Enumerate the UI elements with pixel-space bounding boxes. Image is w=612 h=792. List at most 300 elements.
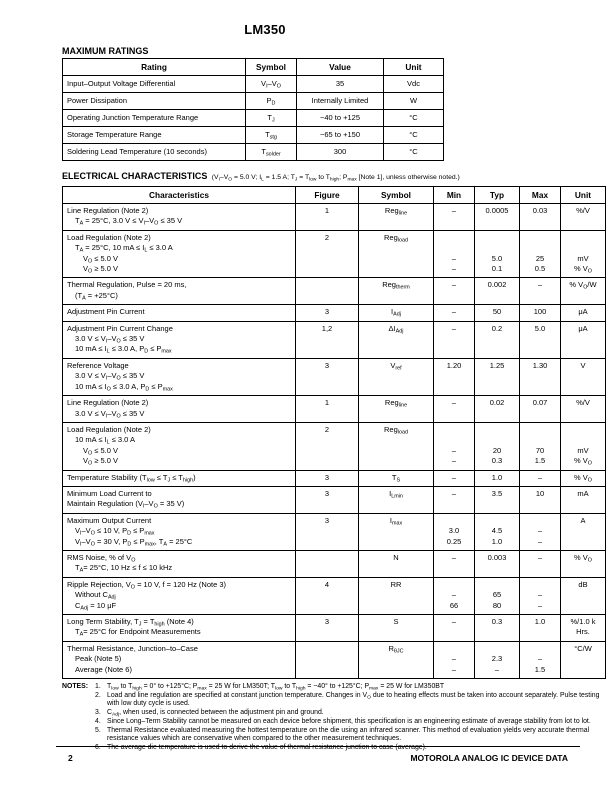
cell-line: 3.5 — [491, 488, 503, 498]
cell-line: 5.0 — [491, 253, 503, 263]
electrical-characteristics-table — [62, 186, 606, 679]
cell-line: 0.02 — [489, 398, 505, 408]
cell-characteristics — [63, 358, 296, 395]
cell-line: – — [451, 488, 457, 498]
notes-list — [95, 683, 600, 753]
characteristic-line: Line Regulation (Note 2) — [67, 398, 149, 408]
note-number: 4. — [95, 717, 101, 725]
cell-line: – — [537, 472, 543, 482]
table-row — [63, 470, 606, 486]
cell-max — [520, 422, 561, 470]
cell-min — [434, 305, 475, 321]
cell-characteristics — [63, 550, 296, 577]
table-row — [63, 641, 606, 678]
cell-unit: °C — [384, 127, 444, 144]
cell-line: 1.0 — [534, 617, 546, 626]
cell-line — [563, 665, 603, 675]
cell-line: 25 — [535, 253, 545, 263]
cell-value: 300 — [297, 144, 384, 161]
cell-max — [520, 486, 561, 513]
characteristic-line: 10 mA ≤ $I_L \le 3.0$ A, $P_D \le P_{max}$ — [75, 344, 172, 355]
cell-max — [520, 577, 561, 614]
maximum-ratings-heading: MAXIMUM RATINGS — [62, 46, 149, 56]
cell-rating: Power Dissipation — [63, 93, 246, 110]
cell-unit — [561, 550, 606, 577]
cell-typ — [475, 470, 520, 486]
cell-typ — [475, 577, 520, 614]
characteristic-line: $T_A = 25^\circ C$, 3.0 $V \le V_I-V_O \le 35$ V — [75, 216, 183, 227]
cell-value: 35 — [297, 76, 384, 93]
cell-figure: 3 — [296, 486, 359, 513]
cell-line — [436, 425, 472, 435]
cell-characteristics — [63, 577, 296, 614]
cell-symbol: $T_{stg}$ — [246, 127, 297, 144]
cell-line: – — [537, 526, 543, 536]
cell-line: – — [537, 552, 543, 562]
characteristic-line: 3.0 $V \le V_I-V_O \le 35$ V — [75, 334, 145, 345]
cell-line: – — [537, 536, 543, 546]
note-item — [95, 709, 600, 718]
cell-min — [434, 422, 475, 470]
characteristic-line: Thermal Regulation, Pulse = 20 ms, — [67, 280, 187, 290]
characteristic-line: Peak (Note 5) — [75, 654, 122, 664]
note-number: 3. — [95, 709, 101, 717]
electrical-characteristics-conditions: ($V_I-V_O = 5.0$ V; $I_L = 1.5$ A; $T_J = T_{low}$ to $T_{high}$; $P_{max}$ [Note 1], unless otherwise noted.) — [211, 174, 460, 183]
note-number: 5. — [95, 726, 101, 734]
table-row — [63, 550, 606, 577]
cell-unit: W — [384, 93, 444, 110]
characteristic-line: Adjustment Pin Current — [67, 307, 145, 317]
cell-line — [436, 243, 472, 253]
cell-symbol: S — [359, 615, 434, 642]
table-row — [63, 144, 444, 161]
notes-label: NOTES: — [62, 683, 89, 691]
characteristic-line: RMS Noise, % of $V_O$ — [67, 552, 136, 564]
cell-line — [563, 654, 603, 664]
column-header: Symbol — [246, 59, 297, 76]
cell-max — [520, 550, 561, 577]
cell-line: 1.30 — [532, 360, 548, 370]
note-item — [95, 718, 600, 727]
characteristic-line: $V_O \ge 5.0$ V — [83, 264, 119, 275]
cell-characteristics — [63, 470, 296, 486]
cell-min — [434, 470, 475, 486]
cell-characteristics — [63, 513, 296, 550]
cell-characteristics — [63, 641, 296, 678]
cell-line: – — [451, 307, 457, 317]
page-title: LM350 — [244, 22, 286, 37]
column-header: Unit — [561, 187, 606, 204]
cell-figure: 2 — [296, 422, 359, 470]
cell-line — [436, 644, 472, 654]
cell-line — [563, 526, 603, 536]
cell-line — [477, 516, 517, 526]
characteristic-line: Long Term Stability, $T_J = T_{high}$ (Note 4) — [67, 617, 194, 628]
column-header: Unit — [384, 59, 444, 76]
cell-min — [434, 615, 475, 642]
cell-line — [522, 243, 558, 253]
cell-figure: 3 — [296, 305, 359, 321]
cell-line: – — [451, 206, 457, 215]
characteristic-line: $V_I-V_O \le 10$ V, $P_D \le P_{max}$ — [75, 526, 155, 537]
cell-line: %/1.0 k — [570, 617, 596, 626]
cell-line: μA — [578, 323, 588, 333]
cell-line — [563, 425, 603, 435]
cell-line: 66 — [449, 600, 459, 610]
cell-line: 70 — [535, 445, 545, 455]
cell-line — [563, 435, 603, 445]
cell-unit — [561, 470, 606, 486]
note-text: Thermal Resistance evaluated measuring the hottest temperature on the die using an infrared scanner. This method of evaluation yields very accurate thermal resistance values which are conservative when compared to the other measurement techniques. — [107, 726, 590, 743]
cell-figure: 3 — [296, 615, 359, 642]
cell-line — [522, 435, 558, 445]
cell-max — [520, 204, 561, 231]
cell-line — [477, 425, 517, 435]
cell-unit — [561, 358, 606, 395]
cell-typ — [475, 396, 520, 423]
footer-text: MOTOROLA ANALOG IC DEVICE DATA — [410, 753, 568, 763]
cell-symbol: $V_{ref}$ — [359, 358, 434, 395]
characteristic-line: $V_O \le 5.0$ V — [83, 253, 119, 265]
cell-max — [520, 230, 561, 278]
characteristic-line: 3.0 $V \le V_I-V_O \le 35$ V — [75, 408, 145, 419]
cell-line — [563, 537, 603, 547]
cell-line: – — [494, 664, 500, 674]
cell-typ — [475, 513, 520, 550]
cell-line: – — [451, 398, 457, 408]
cell-line: – — [451, 590, 457, 600]
characteristic-line: Adjustment Pin Current Change — [67, 323, 173, 333]
table-row — [63, 358, 606, 395]
cell-characteristics — [63, 204, 296, 231]
cell-line: μA — [578, 307, 588, 317]
cell-line: Hrs. — [576, 627, 590, 637]
cell-line: – — [451, 472, 457, 482]
cell-max — [520, 641, 561, 678]
cell-typ — [475, 550, 520, 577]
cell-figure: 1,2 — [296, 321, 359, 358]
cell-line: – — [451, 617, 457, 626]
note-text: Since Long–Term Stability cannot be measured on each device before shipment, this specification is an engineering estimate of average stability from lot to lot. — [107, 717, 591, 725]
cell-unit: °C — [384, 144, 444, 161]
cell-line — [563, 243, 603, 253]
cell-rating: Soldering Lead Temperature (10 seconds) — [63, 144, 246, 161]
cell-unit — [561, 396, 606, 423]
characteristic-line: Load Regulation (Note 2) — [67, 232, 151, 242]
cell-line: 0.07 — [532, 398, 548, 408]
cell-line: 10 — [535, 488, 545, 498]
cell-line: 1.5 — [534, 664, 546, 674]
cell-typ — [475, 422, 520, 470]
table-row — [63, 127, 444, 144]
characteristic-line: Maximum Output Current — [67, 515, 152, 525]
table-row — [63, 278, 606, 305]
cell-symbol: Reg$_{line}$ — [359, 204, 434, 231]
characteristic-line: Maintain Regulation ($V_I-V_O = 35$ V) — [67, 499, 185, 510]
cell-symbol: $R_{\theta JC}$ — [359, 641, 434, 678]
characteristic-line: $V_O \le 5.0$ V — [83, 445, 119, 457]
characteristic-line: 10 mA ≤ $I_O \le 3.0$ A, $P_D \le P_{max}$ — [75, 381, 173, 393]
note-number: 6. — [95, 743, 101, 751]
cell-typ — [475, 305, 520, 321]
cell-min — [434, 321, 475, 358]
cell-symbol: N — [359, 550, 434, 577]
characteristic-line: Load Regulation (Note 2) — [67, 424, 151, 434]
cell-line: 80 — [492, 600, 502, 610]
cell-value: Internally Limited — [297, 93, 384, 110]
cell-line: %/V — [576, 398, 590, 408]
characteristic-line: $T_A= 25^\circ C$ for Endpoint Measurements — [75, 627, 201, 638]
cell-unit: Vdc — [384, 76, 444, 93]
cell-symbol: $I_{Adj}$ — [359, 305, 434, 321]
cell-line — [477, 580, 517, 590]
cell-unit — [561, 486, 606, 513]
cell-min — [434, 204, 475, 231]
note-text: Load and line regulation are specified at constant junction temperature. Changes in $V_O$ due to heating effects must be taken into account separately. Pulse testing with low duty cycle is used. — [107, 691, 600, 708]
cell-value: −65 to +150 — [297, 127, 384, 144]
cell-symbol: $V_I-V_O$ — [246, 76, 297, 93]
cell-symbol: $T_J$ — [246, 110, 297, 127]
table-row — [63, 76, 444, 93]
cell-symbol: $\Delta I_{Adj}$ — [359, 321, 434, 358]
cell-line: – — [451, 264, 457, 274]
cell-symbol: $I_{max}$ — [359, 513, 434, 550]
cell-figure — [296, 641, 359, 678]
cell-line: % $V_O$ — [574, 472, 592, 483]
cell-max — [520, 278, 561, 305]
cell-line: °C/W — [574, 643, 592, 653]
cell-characteristics — [63, 486, 296, 513]
cell-max — [520, 396, 561, 423]
electrical-characteristics-heading: ELECTRICAL CHARACTERISTICS — [62, 171, 208, 181]
cell-min — [434, 358, 475, 395]
cell-rating: Input–Output Voltage Differential — [63, 76, 246, 93]
cell-unit — [561, 513, 606, 550]
cell-characteristics — [63, 321, 296, 358]
table-row — [63, 321, 606, 358]
characteristic-line: $T_A = 25^\circ C$, 10 mA ≤ $I_L \le 3.0$ A — [75, 243, 173, 254]
characteristic-line: $V_I-V_O = 30$ V, $P_D \le P_{max}$, $T_A = 25^\circ C$ — [75, 536, 193, 547]
cell-typ — [475, 204, 520, 231]
cell-line: %/V — [576, 206, 590, 215]
characteristic-line: $(T_A = +25^\circ C)$ — [75, 290, 118, 302]
cell-symbol: Reg$_{load}$ — [359, 422, 434, 470]
column-header: Rating — [63, 59, 246, 76]
cell-characteristics — [63, 278, 296, 305]
cell-line: mV — [577, 253, 589, 263]
cell-line: – — [451, 445, 457, 455]
column-header: Value — [297, 59, 384, 76]
cell-line: – — [537, 654, 543, 664]
page-footer — [56, 743, 580, 763]
cell-unit: °C — [384, 110, 444, 127]
cell-line: % $V_O$ — [574, 552, 592, 564]
cell-line: 1.20 — [446, 360, 462, 370]
cell-symbol: $T_{solder}$ — [246, 144, 297, 161]
cell-line: 0.002 — [487, 280, 507, 290]
cell-line: 0.3 — [491, 617, 503, 626]
cell-line: – — [537, 590, 543, 600]
cell-max — [520, 358, 561, 395]
cell-line — [477, 435, 517, 445]
cell-line: 1.5 — [534, 456, 546, 466]
cell-typ — [475, 230, 520, 278]
cell-line: 20 — [492, 445, 502, 455]
characteristic-line: Minimum Load Current to — [67, 488, 152, 498]
note-text: $T_{low}$ to $T_{high} = 0^\circ$ to +125°C; $P_{max} = 25$ W for LM350T; $T_{low}$ to $T_{high} = -40^\circ$ to +125°C; $P_{max} = 25$ W for LM350BT — [107, 683, 445, 692]
cell-line — [522, 425, 558, 435]
table-row — [63, 396, 606, 423]
cell-symbol: Reg$_{therm}$ — [359, 278, 434, 305]
cell-line: 0.2 — [491, 323, 503, 333]
cell-line: 2.3 — [491, 654, 503, 664]
table-row — [63, 230, 606, 278]
cell-line: 0.3 — [491, 456, 503, 466]
cell-line — [563, 601, 603, 611]
cell-line: dB — [578, 579, 588, 589]
cell-line: mV — [577, 445, 589, 455]
cell-typ — [475, 641, 520, 678]
cell-line: V — [580, 360, 586, 370]
cell-line — [477, 644, 517, 654]
cell-rating: Storage Temperature Range — [63, 127, 246, 144]
cell-figure: 2 — [296, 230, 359, 278]
cell-max — [520, 321, 561, 358]
table-row — [63, 486, 606, 513]
characteristic-line: Average (Note 6) — [75, 664, 132, 674]
cell-typ — [475, 486, 520, 513]
cell-unit — [561, 641, 606, 678]
cell-figure: 3 — [296, 358, 359, 395]
cell-line — [436, 580, 472, 590]
cell-line — [436, 233, 472, 243]
characteristic-line: $T_A= 25^\circ C$, 10 Hz ≤ f ≤ 10 kHz — [75, 563, 173, 574]
maximum-ratings-table — [62, 58, 444, 161]
cell-symbol: $P_D$ — [246, 93, 297, 110]
cell-line: – — [537, 280, 543, 290]
electrical-characteristics-heading-row — [62, 166, 570, 184]
cell-min — [434, 230, 475, 278]
cell-line: – — [537, 600, 543, 610]
cell-max — [520, 615, 561, 642]
note-item — [95, 692, 600, 709]
cell-characteristics — [63, 230, 296, 278]
cell-line: – — [451, 456, 457, 466]
cell-figure: 3 — [296, 470, 359, 486]
cell-figure: 1 — [296, 204, 359, 231]
cell-figure: 3 — [296, 513, 359, 550]
cell-figure — [296, 278, 359, 305]
cell-line — [477, 243, 517, 253]
cell-line: mA — [577, 488, 589, 498]
column-header: Typ — [475, 187, 520, 204]
table-row — [63, 110, 444, 127]
cell-min — [434, 513, 475, 550]
header-row — [63, 187, 606, 204]
column-header: Min — [434, 187, 475, 204]
table-row — [63, 305, 606, 321]
cell-line: 0.03 — [532, 206, 548, 215]
cell-line: 4.5 — [491, 526, 503, 536]
characteristic-line: Reference Voltage — [67, 360, 129, 370]
characteristic-line: $C_{Adj} = 10$ μF — [75, 600, 117, 611]
characteristic-line: Without $C_{Adj}$ — [75, 590, 116, 601]
cell-characteristics — [63, 396, 296, 423]
cell-min — [434, 641, 475, 678]
cell-characteristics — [63, 422, 296, 470]
cell-line: 0.5 — [534, 264, 546, 274]
cell-line — [522, 580, 558, 590]
column-header: Max — [520, 187, 561, 204]
cell-max — [520, 470, 561, 486]
cell-line — [563, 590, 603, 600]
cell-line — [477, 233, 517, 243]
cell-min — [434, 396, 475, 423]
cell-figure — [296, 550, 359, 577]
cell-line: 1.0 — [491, 472, 503, 482]
table-row — [63, 204, 606, 231]
column-header: Figure — [296, 187, 359, 204]
cell-line — [436, 516, 472, 526]
cell-line: 1.25 — [489, 360, 505, 370]
cell-symbol: Reg$_{line}$ — [359, 396, 434, 423]
cell-unit — [561, 204, 606, 231]
characteristic-line: Temperature Stability $(T_{low} \le T_J \le T_{high})$ — [67, 472, 196, 483]
cell-line: % $V_O/W$ — [569, 280, 597, 291]
cell-unit — [561, 278, 606, 305]
cell-line: – — [451, 253, 457, 263]
cell-line: – — [451, 323, 457, 333]
column-header: Symbol — [359, 187, 434, 204]
cell-symbol: $I_{Lmin}$ — [359, 486, 434, 513]
cell-value: −40 to +125 — [297, 110, 384, 127]
table-row — [63, 93, 444, 110]
cell-line: 65 — [492, 590, 502, 600]
table-row — [63, 615, 606, 642]
characteristic-line: Line Regulation (Note 2) — [67, 206, 149, 215]
cell-line — [436, 435, 472, 445]
note-text: The average die temperature is used to derive the value of thermal resistance junction to case (average). — [107, 743, 427, 751]
cell-line: – — [451, 654, 457, 664]
cell-unit — [561, 422, 606, 470]
cell-line: 50 — [492, 307, 502, 317]
cell-min — [434, 550, 475, 577]
page-content — [62, 22, 600, 753]
cell-line — [522, 516, 558, 526]
cell-line: – — [451, 552, 457, 562]
note-number: 2. — [95, 691, 101, 699]
note-item — [95, 727, 600, 744]
cell-line: 0.1 — [491, 264, 503, 274]
cell-unit — [561, 305, 606, 321]
cell-typ — [475, 615, 520, 642]
column-header: Characteristics — [63, 187, 296, 204]
cell-unit — [561, 577, 606, 614]
page-number: 2 — [68, 753, 73, 763]
cell-line: 100 — [533, 307, 547, 317]
cell-line — [522, 644, 558, 654]
cell-line: 0.25 — [446, 536, 462, 546]
cell-line: – — [451, 280, 457, 290]
cell-max — [520, 305, 561, 321]
cell-figure: 4 — [296, 577, 359, 614]
cell-line: – — [451, 664, 457, 674]
cell-figure: 1 — [296, 396, 359, 423]
cell-symbol: Reg$_{load}$ — [359, 230, 434, 278]
cell-line: 0.003 — [487, 552, 507, 562]
cell-min — [434, 278, 475, 305]
table-row — [63, 513, 606, 550]
